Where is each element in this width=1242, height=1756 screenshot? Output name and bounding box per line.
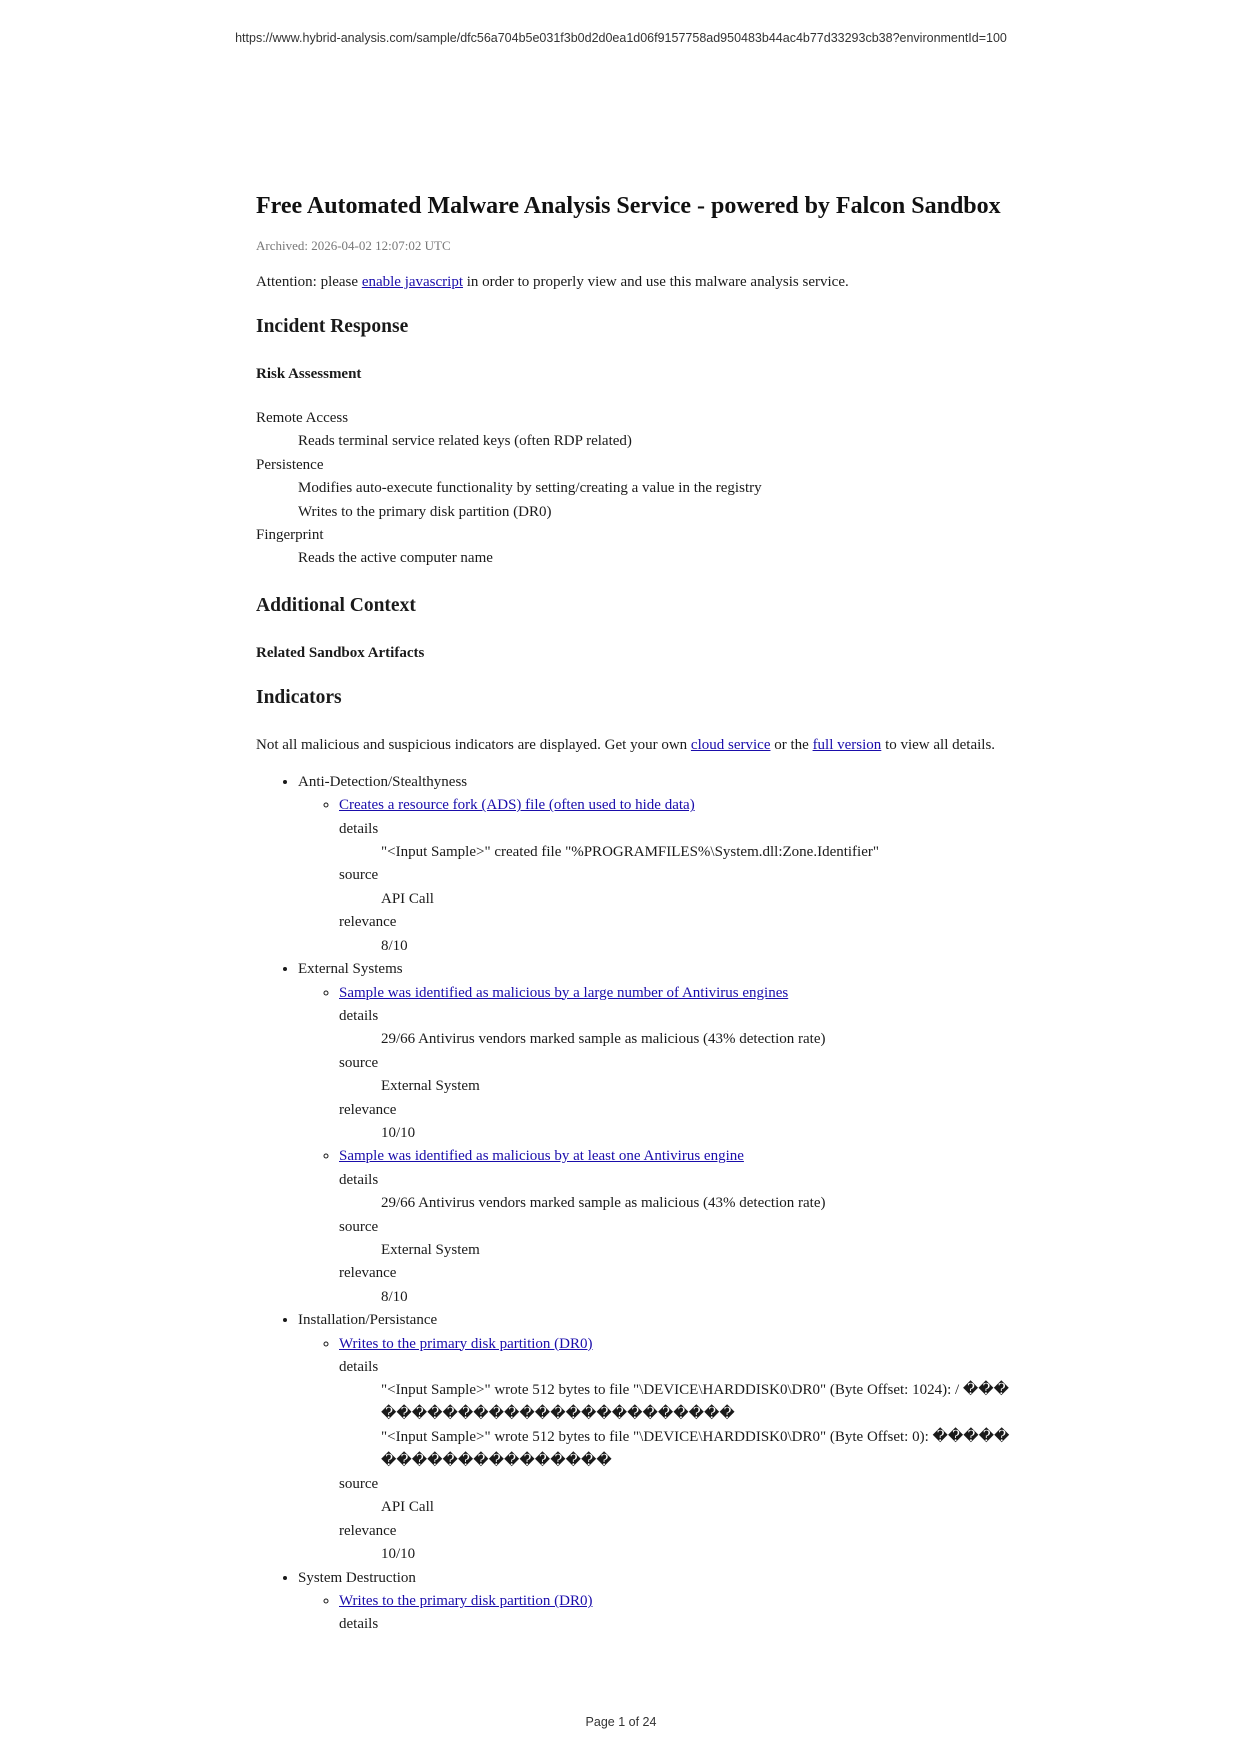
source-label: source [339,867,379,884]
risk-item: Reads the active computer name [298,550,493,567]
attention-prefix: Attention: please [256,274,362,290]
risk-category: Fingerprint [256,527,324,544]
page-url: https://www.hybrid-analysis.com/sample/dfc56a704b5e031f3b0d2d0ea1d06f9157758ad950483b44ac4b77d33293cb38?environmentId=100 [235,31,1007,45]
details-value: "<Input Sample>" created file "%PROGRAMFILES%\System.dll:Zone.Identifier" [381,844,879,861]
category-name: Installation/Persistance [298,1312,438,1329]
risk-item: Writes to the primary disk partition (DR0) [298,503,552,520]
relevance-value: 10/10 [381,1546,416,1563]
indicator-list [298,794,1016,958]
details-value: 29/66 Antivirus vendors marked sample as malicious (43% detection rate) [381,1195,826,1212]
page-title: Free Automated Malware Analysis Service - powered by Falcon Sandbox [256,193,1001,219]
indicator-link[interactable]: Creates a resource fork (ADS) file (often used to hide data) [339,797,695,814]
related-artifacts-heading: Related Sandbox Artifacts [256,644,425,661]
details-value: "<Input Sample>" wrote 512 bytes to file "\DEVICE\HARDDISK0\DR0" (Byte Offset: 0): �������������������� [381,1429,1010,1469]
indicators-notice [256,735,1016,755]
category-name: System Destruction [298,1569,416,1586]
indicator-item [339,1333,1016,1567]
relevance-label: relevance [339,1522,397,1539]
additional-context-heading: Additional Context [256,594,416,616]
indicator-category [298,1567,1016,1637]
indicator-details [339,1169,1016,1309]
attention-suffix: in order to properly view and use this malware analysis service. [463,274,849,290]
relevance-value: 8/10 [381,1288,408,1305]
indicator-details [339,818,1016,958]
archived-timestamp: Archived: 2026-04-02 12:07:02 UTC [256,238,451,253]
risk-category: Remote Access [256,410,349,426]
indicators-heading: Indicators [256,686,342,708]
indicator-link[interactable]: Sample was identified as malicious by a large number of Antivirus engines [339,984,789,1001]
details-label: details [339,1359,379,1375]
source-label: source [339,1476,379,1493]
relevance-label: relevance [339,914,397,931]
source-value: API Call [381,890,434,907]
relevance-value: 8/10 [381,937,408,954]
indicator-categories [256,771,1016,1637]
indicator-list [298,1333,1016,1567]
source-value: External System [381,1078,480,1095]
indicator-item [339,1590,1016,1637]
risk-category: Persistence [256,456,324,473]
indicator-link[interactable]: Writes to the primary disk partition (DR0) [339,1335,593,1352]
relevance-label: relevance [339,1265,397,1282]
notice-prefix: Not all malicious and suspicious indicators are displayed. Get your own [256,736,691,753]
relevance-value: 10/10 [381,1124,416,1141]
source-label: source [339,1218,379,1235]
notice-suffix: to view all details. [881,736,996,753]
enable-javascript-link[interactable]: enable javascript [361,274,464,290]
indicator-category [298,1309,1016,1566]
indicator-link[interactable]: Sample was identified as malicious by at least one Antivirus engine [339,1148,744,1165]
details-label: details [339,1616,379,1633]
full-version-link[interactable]: full version [812,736,882,753]
details-value: 29/66 Antivirus vendors marked sample as malicious (43% detection rate) [381,1031,826,1048]
indicator-details [339,1005,1016,1145]
indicator-category [298,771,1016,958]
cloud-service-link[interactable]: cloud service [690,736,771,753]
details-label: details [339,820,379,837]
relevance-label: relevance [339,1101,397,1118]
indicator-details [339,1356,1016,1567]
indicator-item [339,1145,1016,1309]
risk-item: Reads terminal service related keys (often RDP related) [298,433,632,450]
risk-assessment-list [256,407,1016,571]
page-number: Page 1 of 24 [585,1715,657,1729]
category-name: External Systems [298,961,403,978]
details-label: details [339,1171,379,1188]
source-value: External System [381,1241,480,1258]
indicator-item [339,982,1016,1146]
indicator-link[interactable]: Writes to the primary disk partition (DR0) [339,1593,593,1610]
javascript-attention [256,272,1016,292]
indicator-category [298,958,1016,1309]
indicator-list [298,982,1016,1310]
source-value: API Call [381,1499,434,1516]
risk-item: Modifies auto-execute functionality by setting/creating a value in the registry [298,480,762,497]
incident-response-heading: Incident Response [256,316,409,337]
category-name: Anti-Detection/Stealthyness [298,773,468,790]
indicator-details [339,1613,1016,1636]
main-content [256,188,1016,1637]
notice-middle: or the [770,736,813,753]
source-label: source [339,1054,379,1071]
details-value: "<Input Sample>" wrote 512 bytes to file "\DEVICE\HARDDISK0\DR0" (Byte Offset: 1024): / �������������������������� [381,1382,1010,1422]
details-label: details [339,1007,379,1024]
indicator-item [339,794,1016,958]
risk-assessment-heading: Risk Assessment [256,366,362,382]
indicator-list [298,1590,1016,1637]
